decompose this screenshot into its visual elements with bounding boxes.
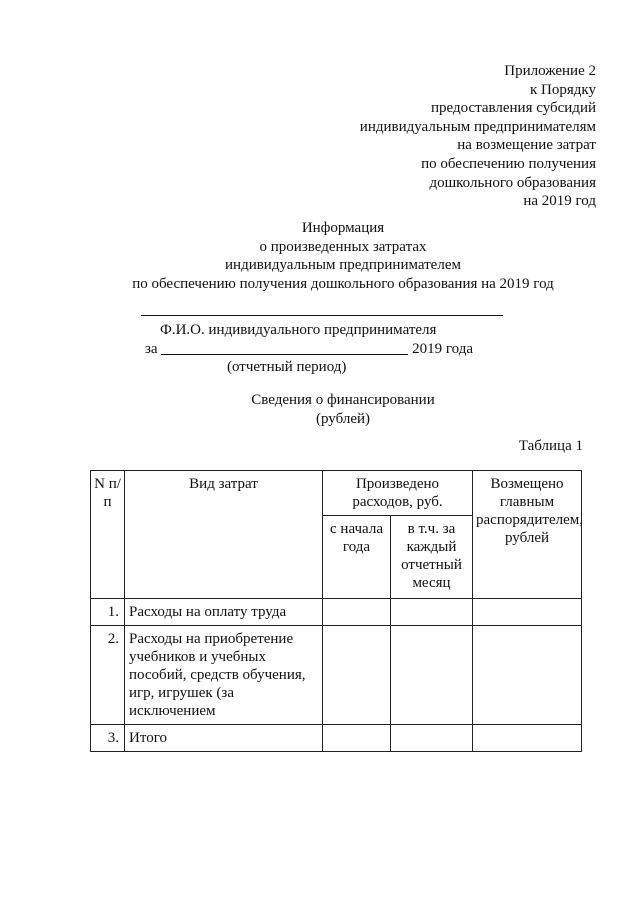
- header-type: Вид затрат: [125, 471, 323, 599]
- table-label: Таблица 1: [518, 438, 583, 454]
- header-per-month: в т.ч. за каждый отчетный месяц: [391, 516, 473, 599]
- annex-line: индивидуальным предпринимателям: [359, 118, 596, 135]
- title-line: индивидуальным предпринимателем: [225, 257, 461, 273]
- annex-line: дошкольного образования: [429, 174, 596, 191]
- period-blank[interactable]: [161, 340, 408, 355]
- annex-line: на 2019 год: [523, 193, 596, 210]
- cell-since-start[interactable]: [323, 725, 391, 752]
- financing-heading: [0, 391, 640, 428]
- period-suffix: 2019 года: [408, 341, 473, 357]
- document-title: [0, 219, 640, 293]
- period-prefix: за: [145, 341, 158, 357]
- cell-reimbursed[interactable]: [473, 725, 582, 752]
- annex-line: к Порядку: [530, 81, 596, 98]
- fio-blank-line[interactable]: [141, 315, 503, 316]
- annex-header: [296, 62, 596, 211]
- row-num: 2.: [91, 626, 125, 725]
- title-line: Информация: [301, 220, 385, 236]
- fio-label: Ф.И.О. индивидуального предпринимателя: [160, 322, 437, 338]
- costs-table: [90, 470, 582, 752]
- cell-since-start[interactable]: [323, 626, 391, 725]
- header-num: N п/п: [91, 471, 125, 599]
- annex-line: по обеспечению получения: [421, 155, 596, 172]
- cell-per-month[interactable]: [391, 725, 473, 752]
- cell-reimbursed[interactable]: [473, 626, 582, 725]
- cell-since-start[interactable]: [323, 599, 391, 626]
- row-type: Расходы на приобретение учебников и учебных пособий, средств обучения, игр, игрушек (за исключением: [125, 626, 323, 725]
- row-type: Расходы на оплату труда: [125, 599, 323, 626]
- row-type: Итого: [125, 725, 323, 752]
- row-num: 3.: [91, 725, 125, 752]
- period-line: [145, 340, 473, 358]
- table-row: [91, 599, 582, 626]
- row-num: 1.: [91, 599, 125, 626]
- annex-line: Приложение 2: [504, 63, 596, 79]
- header-produced: Произведено расходов, руб.: [323, 471, 473, 516]
- annex-line: на возмещение затрат: [457, 137, 596, 154]
- title-line: по обеспечению получения дошкольного образования на 2019 год: [132, 275, 554, 292]
- financing-line: (рублей): [315, 410, 371, 427]
- cell-per-month[interactable]: [391, 599, 473, 626]
- period-hint: (отчетный период): [227, 359, 347, 375]
- cell-per-month[interactable]: [391, 626, 473, 725]
- financing-line: Сведения о финансировании: [251, 392, 435, 408]
- header-since-start: с начала года: [323, 516, 391, 599]
- table-row: [91, 626, 582, 725]
- header-reimbursed: Возмещено главным распорядителем, рублей: [473, 471, 582, 599]
- table-row: [91, 725, 582, 752]
- table-header-row: [91, 471, 582, 516]
- annex-line: предоставления субсидий: [430, 100, 596, 117]
- title-line: о произведенных затратах: [259, 238, 427, 255]
- cell-reimbursed[interactable]: [473, 599, 582, 626]
